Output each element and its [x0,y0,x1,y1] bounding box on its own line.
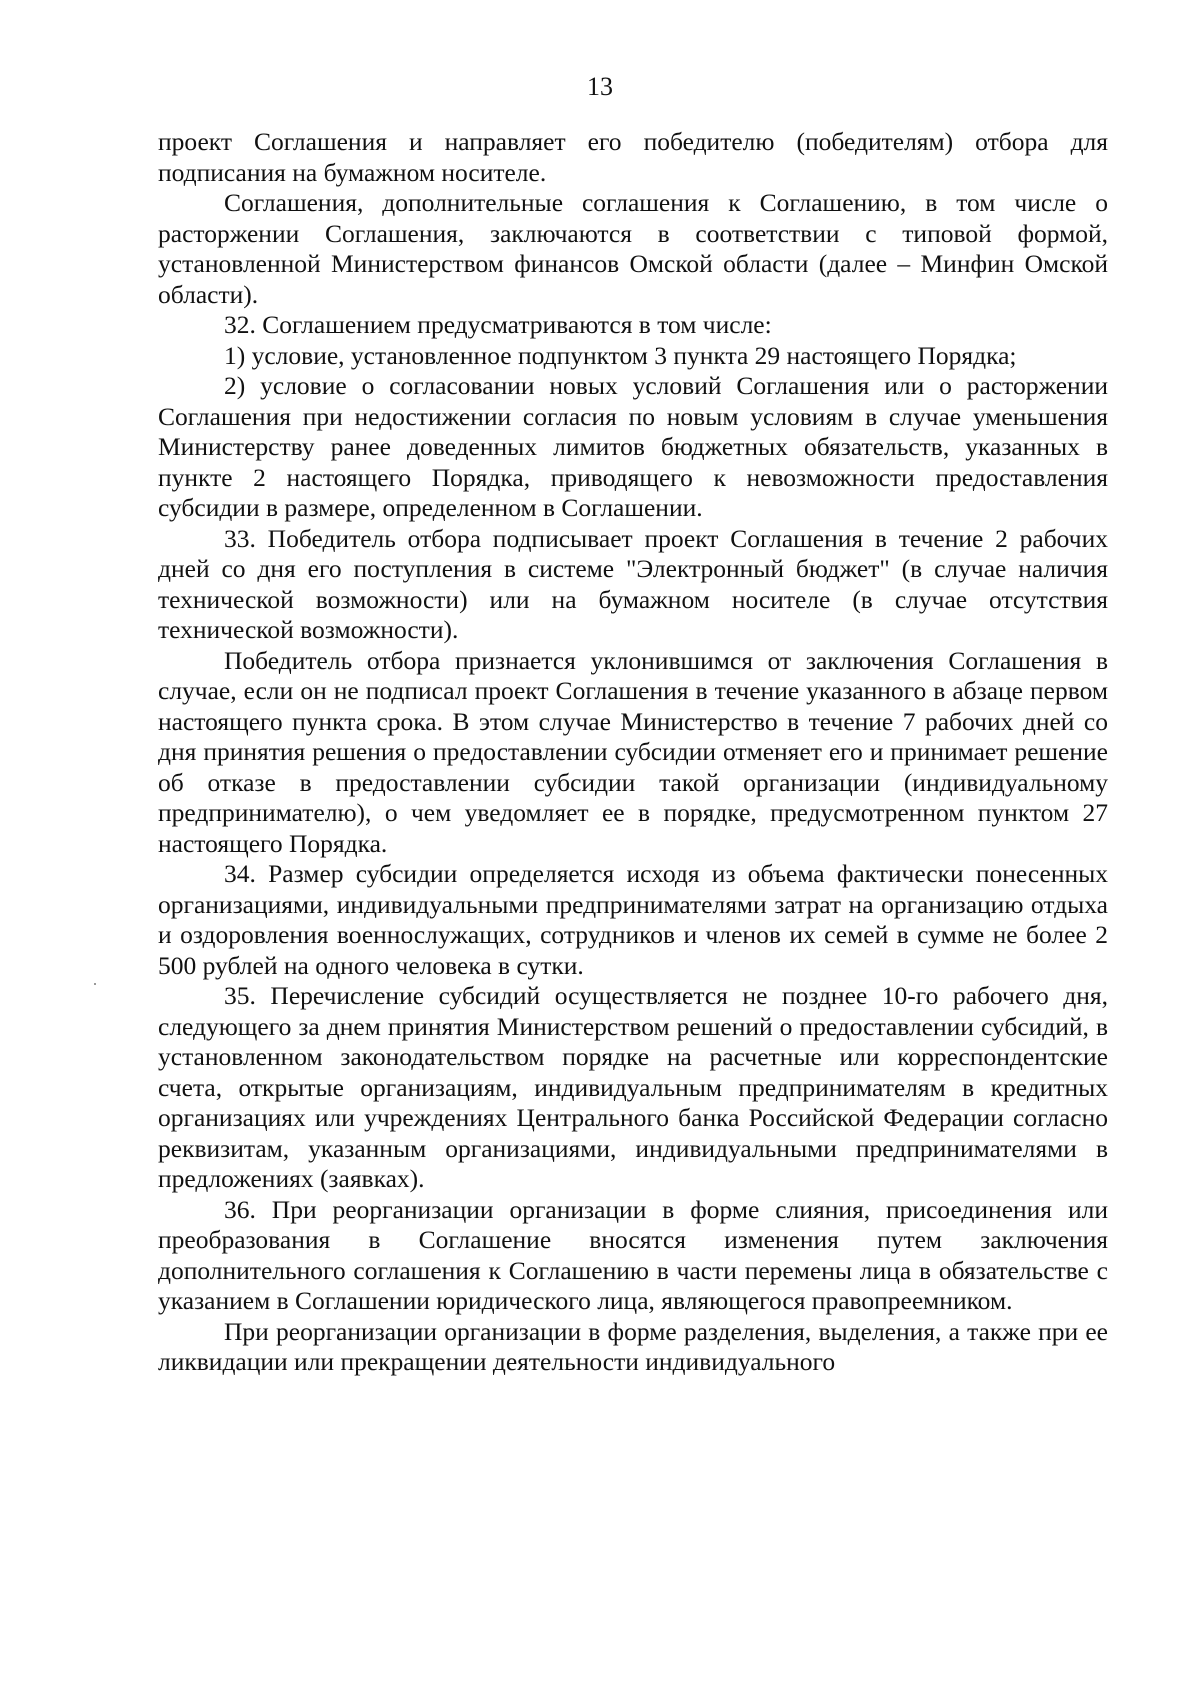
paragraph-subitem-2: 2) условие о согласовании новых условий Соглашения или о расторжении Соглашения при недостижении согласия по новым условиям в случае уменьшения Министерству ранее доведенных лимитов бюджетных обязательств, указанных в пункте 2 настоящего Порядка, приводящего к невозможности предоставления субсидии в размере, определенном в Соглашении. [158,371,1108,522]
paragraph-item-33-refusal: Победитель отбора признается уклонившимся от заключения Соглашения в случае, если он не подписал проект Соглашения в течение указанного в абзаце первом настоящего пункта срока. В этом случае Министерство в течение 7 рабочих дней со дня принятия решения о предоставлении субсидии отменяет его и принимает решение об отказе в предоставлении субсидии такой организации (индивидуальному предпринимателю), о чем уведомляет ее в порядке, предусмотренном пунктом 27 настоящего Порядка. [158,645,1108,858]
paragraph-item-35: 35. Перечисление субсидий осуществляется не позднее 10-го рабочего дня, следующего за днем принятия Министерством решений о предоставлении субсидий, в установленном законодательством порядке на расчетные или корреспондентские счета, открытые организациям, индивидуальным предпринимателям в кредитных организациях или учреждениях Центрального банка Российской Федерации согласно реквизитам, указанным организациями, индивидуальными предпринимателями в предложениях (заявках). [158,981,1108,1193]
document-body [158,127,1108,1378]
paragraph-agreement-forms: Соглашения, дополнительные соглашения к Соглашению, в том числе о расторжении Соглашения, заключаются в соответствии с типовой формой, установленной Министерством финансов Омской области (далее – Минфин Омской области). [158,188,1108,309]
paragraph-item-32: 32. Соглашением предусматриваются в том числе: [224,310,772,339]
paragraph-item-33: 33. Победитель отбора подписывает проект Соглашения в течение 2 рабочих дней со дня его поступления в системе "Электронный бюджет" (в случае наличия технической возможности) или на бумажном носителе (в случае отсутствия технической возможности). [158,523,1108,644]
scan-artifact-dot [94,983,96,985]
paragraph-item-36-continued: При реорганизации организации в форме разделения, выделения, а также при ее ликвидации или прекращении деятельности индивидуального [158,1316,1108,1376]
paragraph-item-36: 36. При реорганизации организации в форме слияния, присоединения или преобразования в Соглашение вносятся изменения путем заключения дополнительного соглашения к Соглашению в части перемены лица в обязательстве с указанием в Соглашении юридического лица, являющегося правопреемником. [158,1194,1108,1315]
paragraph-item-34: 34. Размер субсидии определяется исходя из объема фактически понесенных организациями, индивидуальными предпринимателями затрат на организацию отдыха и оздоровления военнослужащих, сотрудников и членов их семей в сумме не более 2 500 рублей на одного человека в сутки. [158,859,1108,980]
page-number: 13 [587,72,613,101]
paragraph-continuation: проект Соглашения и направляет его победителю (победителям) отбора для подписания на бумажном носителе. [158,127,1108,187]
paragraph-subitem-1: 1) условие, установленное подпунктом 3 пункта 29 настоящего Порядка; [224,340,1017,370]
